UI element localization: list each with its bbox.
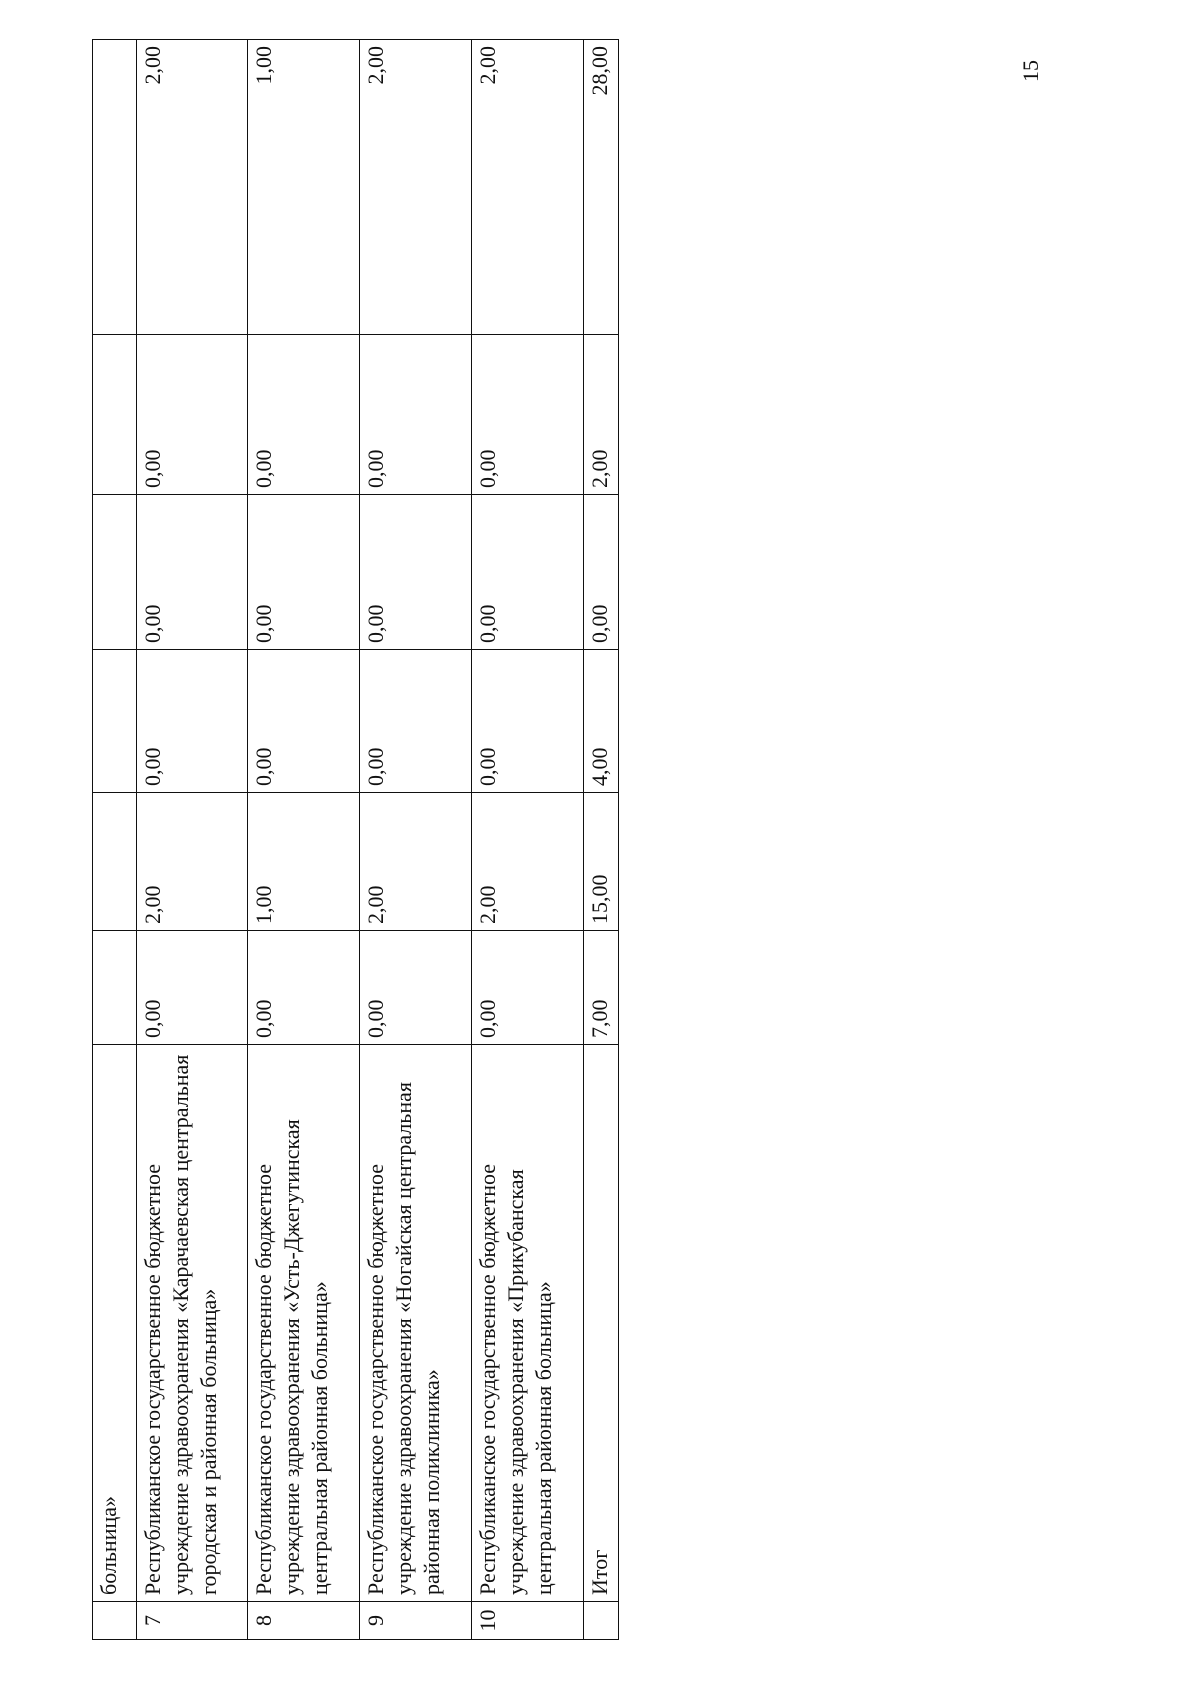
institution-name-cell: Республиканское государственное бюджетное учреждение здравоохранения «Усть-Джегутинская центральная районная больница» (248, 1045, 360, 1602)
total-value-cell: 1,00 (248, 40, 360, 335)
value-cell: 0,00 (360, 495, 472, 650)
institution-name-cell: Республиканское государственное бюджетное учреждение здравоохранения «Ногайская центральная районная поликлиника» (360, 1045, 472, 1602)
row-number-cell: 7 (136, 1602, 248, 1640)
value-cell: 0,00 (136, 335, 248, 495)
row-number-cell (93, 1602, 137, 1640)
row-number-cell: 10 (472, 1602, 584, 1640)
total-label-cell: Итог (583, 1045, 618, 1602)
total-value-cell: 2,00 (360, 40, 472, 335)
value-cell: 2,00 (136, 793, 248, 931)
total-cell: 7,00 (583, 931, 618, 1045)
total-value-cell: 2,00 (136, 40, 248, 335)
value-cell: 1,00 (248, 793, 360, 931)
total-cell: 2,00 (583, 335, 618, 495)
value-cell: 0,00 (360, 335, 472, 495)
value-cell: 0,00 (136, 495, 248, 650)
institution-name-cell: больница» (93, 1045, 137, 1602)
row-number-cell: 9 (360, 1602, 472, 1640)
value-cell: 0,00 (472, 495, 584, 650)
value-cell: 0,00 (472, 335, 584, 495)
grand-total-cell: 28,00 (583, 40, 618, 335)
table-row (472, 40, 584, 1640)
value-cell: 0,00 (136, 650, 248, 793)
value-cell: 0,00 (136, 931, 248, 1045)
institution-name-cell: Республиканское государственное бюджетное учреждение здравоохранения «Прикубанская центральная районная больница» (472, 1045, 584, 1602)
rotated-table-container (92, 40, 619, 1640)
table-row-total (583, 40, 618, 1640)
table-row (360, 40, 472, 1640)
total-cell: 4,00 (583, 650, 618, 793)
page-number: 15 (1018, 60, 1043, 82)
data-table (92, 39, 619, 1640)
row-number-cell: 8 (248, 1602, 360, 1640)
value-cell: 0,00 (472, 650, 584, 793)
value-cell: 0,00 (472, 931, 584, 1045)
total-cell: 0,00 (583, 495, 618, 650)
institution-name-cell: Республиканское государственное бюджетное учреждение здравоохранения «Карачаевская центральная городская и районная больница» (136, 1045, 248, 1602)
value-cell: 0,00 (248, 335, 360, 495)
row-number-cell (583, 1602, 618, 1640)
value-cell: 0,00 (248, 650, 360, 793)
value-cell: 2,00 (472, 793, 584, 931)
total-value-cell: 2,00 (472, 40, 584, 335)
table-row (136, 40, 248, 1640)
table-row (248, 40, 360, 1640)
total-cell: 15,00 (583, 793, 618, 931)
table-row-continuation (93, 40, 137, 1640)
value-cell: 2,00 (360, 793, 472, 931)
value-cell: 0,00 (360, 931, 472, 1045)
value-cell: 0,00 (248, 931, 360, 1045)
value-cell: 0,00 (248, 495, 360, 650)
value-cell: 0,00 (360, 650, 472, 793)
